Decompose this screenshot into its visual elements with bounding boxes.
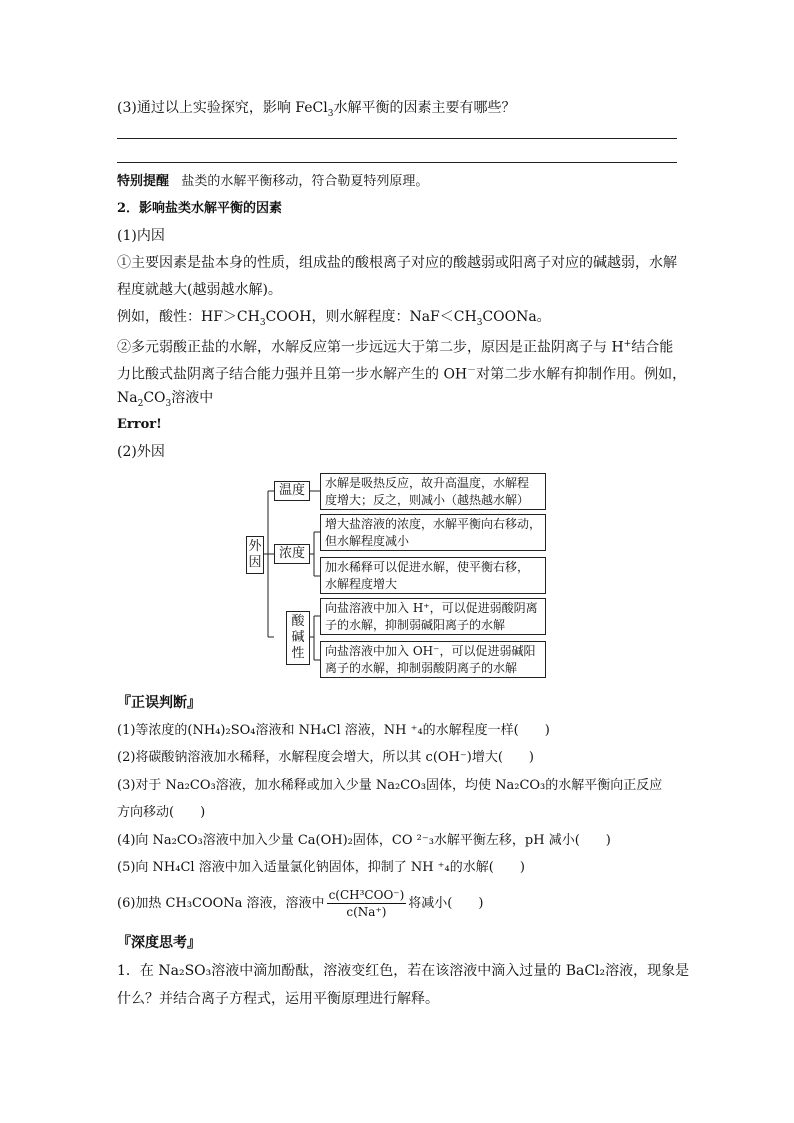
judge-item-5: (5)向 NH₄Cl 溶液中加入适量氯化钠固体，抑制了 NH ⁺₄的水解( )	[117, 860, 525, 875]
think-title: 『深度思考』	[117, 935, 201, 951]
diagram-concentration-desc-1: 增大盐溶液的浓度，水解平衡向右移动， 但水解程度减小	[320, 514, 546, 551]
internal-example: 例如，酸性：$HF>CH_3COOH$，则水解程度：$NaF<CH_3COONa$。	[117, 309, 551, 328]
section-2-title: 2．影响盐类水解平衡的因素	[117, 201, 283, 216]
judge-item-2: (2)将碳酸钠溶液加水稀释，水解程度会增大，所以其 c(OH⁻)增大( )	[117, 750, 534, 765]
na2co3-solution: $Na_2CO_3$溶液中	[117, 390, 214, 409]
external-heading: (2)外因	[117, 444, 165, 460]
diagram-concentration-desc-2: 加水稀释可以促进水解，使平衡右移， 水解程度增大	[320, 557, 546, 594]
special-tip: 特别提醒 盐类的水解平衡移动，符合勒夏特列原理。	[117, 174, 429, 189]
judge-item-3-line1: (3)对于 Na₂CO₃溶液，加水稀释或加入少量 Na₂CO₃固体，均使 Na₂CO₃的水解平衡向正反应	[117, 778, 663, 793]
think-q1-line1: 1．在 Na₂SO₃溶液中滴加酚酞，溶液变红色，若在该溶液中滴入过量的 BaCl₂溶液，现象是	[117, 963, 690, 979]
diagram-temperature-desc: 水解是吸热反应，故升高温度，水解程 度增大；反之，则减小（越热越水解）	[320, 473, 546, 510]
diagram-label-concentration: 浓度	[274, 544, 310, 564]
internal-heading: (1)内因	[117, 228, 165, 244]
external-factors-diagram	[242, 468, 552, 682]
judge-item-3-line2: 方向移动( )	[117, 805, 206, 820]
question-3: (3)通过以上实验探究，影响 FeCl$_3$水解平衡的因素主要有哪些？	[117, 100, 516, 119]
diagram-label-temperature: 温度	[274, 481, 310, 501]
judge-title: 『正误判断』	[117, 695, 201, 711]
answer-line-1	[117, 138, 677, 139]
think-q1-line2: 什么？并结合离子方程式，运用平衡原理进行解释。	[117, 991, 439, 1007]
diagram-label-acidity: 酸 碱 性	[286, 611, 310, 665]
diagram-root-external: 外 因	[246, 536, 264, 574]
diagram-acidity-desc-2: 向盐溶液中加入 OH⁻，可以促进弱碱阳 离子的水解，抑制弱酸阴离子的水解	[320, 641, 546, 678]
error-text: Error!	[117, 417, 162, 432]
judge-item-6: (6)加热 CH₃COONa 溶液，溶液中 $\frac{\text{c(CH³COO⁻)}}{c(Na^+)}$ 将减小( )	[117, 888, 484, 919]
ratio-fraction: $\frac{\text{c(CH³COO⁻)}}{c(Na^+)}$	[328, 888, 405, 919]
internal-p1-line2: 程度就越大(越弱越水解)。	[117, 282, 282, 298]
internal-p1-line1: ①主要因素是盐本身的性质，组成盐的酸根离子对应的酸越弱或阳离子对应的碱越弱，水解	[117, 255, 677, 271]
judge-item-1: (1)等浓度的(NH₄)₂SO₄溶液和 NH₄Cl 溶液，NH ⁺₄的水解程度一样( )	[117, 723, 550, 738]
answer-line-2	[117, 162, 677, 163]
internal-p2-line1: ②多元弱酸正盐的水解，水解反应第一步远远大于第二步，原因是正盐阴离子与 H+结合能	[117, 339, 674, 356]
internal-p2-line2: 力比酸式盐阴离子结合能力强并且第一步水解产生的 OH－对第二步水解有抑制作用。例如，	[117, 366, 687, 383]
judge-item-4: (4)向 Na₂CO₃溶液中加入少量 Ca(OH)₂固体，CO ²⁻₃水解平衡左移，pH 减小( )	[117, 833, 611, 848]
diagram-acidity-desc-1: 向盐溶液中加入 H⁺，可以促进弱酸阴离 子的水解，抑制弱碱阳离子的水解	[320, 598, 546, 635]
